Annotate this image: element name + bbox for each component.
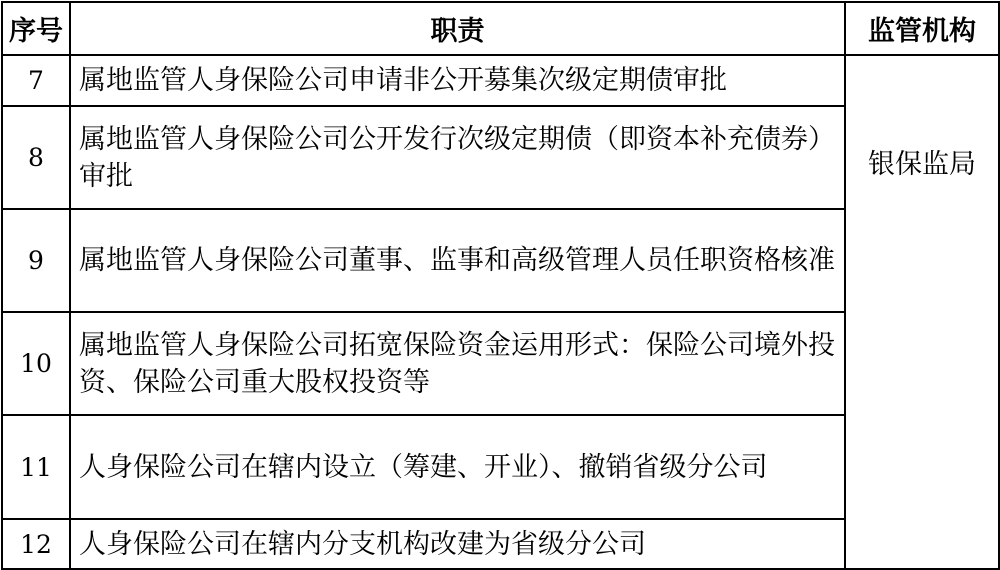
header-index: 序号 xyxy=(2,2,70,55)
row-duty: 人身保险公司在辖内设立（筹建、开业）、撤销省级分公司 xyxy=(70,415,845,519)
row-duty: 属地监管人身保险公司董事、监事和高级管理人员任职资格核准 xyxy=(70,209,845,312)
row-index: 7 xyxy=(2,55,70,106)
row-duty: 属地监管人身保险公司申请非公开募集次级定期债审批 xyxy=(70,55,845,106)
row-index: 11 xyxy=(2,415,70,519)
row-index: 9 xyxy=(2,209,70,312)
header-agency: 监管机构 xyxy=(845,2,999,55)
row-duty: 属地监管人身保险公司拓宽保险资金运用形式：保险公司境外投资、保险公司重大股权投资等 xyxy=(70,312,845,415)
table-row xyxy=(2,55,999,106)
header-duty: 职责 xyxy=(70,2,845,55)
table-header-row xyxy=(2,2,999,55)
row-index: 8 xyxy=(2,106,70,209)
duty-table xyxy=(1,1,1000,570)
agency-cell: 银保监局 xyxy=(845,55,999,569)
row-duty: 属地监管人身保险公司公开发行次级定期债（即资本补充债券）审批 xyxy=(70,106,845,209)
row-index: 10 xyxy=(2,312,70,415)
row-duty: 人身保险公司在辖内分支机构改建为省级分公司 xyxy=(70,519,845,569)
row-index: 12 xyxy=(2,519,70,569)
